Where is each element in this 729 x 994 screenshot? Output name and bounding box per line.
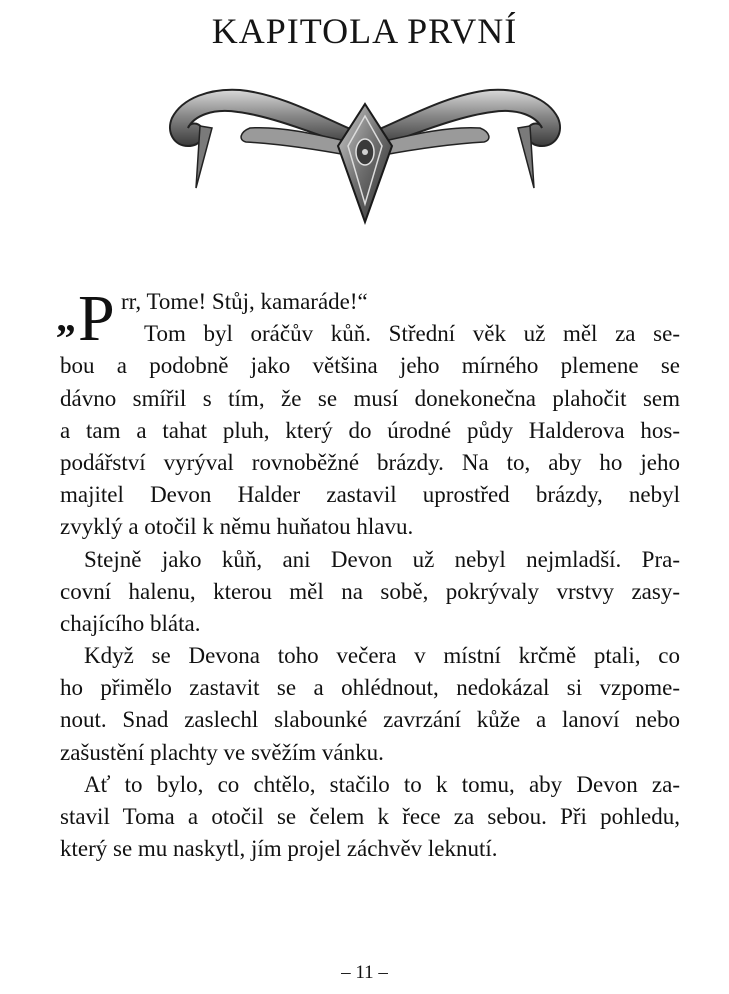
paragraph-3 [60, 640, 680, 769]
chapter-text [56, 282, 680, 865]
text-line: Tom byl oráčův kůň. Střední věk už měl za se- [144, 321, 680, 347]
text-line: bou a podobně jako většina jeho mírného plemene se [60, 353, 680, 379]
chapter-title: KAPITOLA PRVNÍ [211, 11, 518, 51]
paragraph-4 [60, 769, 680, 866]
text-line: ho přimělo zastavit se a ohlédnout, nedokázal si vzpome- [60, 675, 680, 701]
page-number: – 11 – [341, 962, 388, 983]
text-line: chajícího bláta. [60, 610, 201, 636]
text-line: stavil Toma a otočil se čelem k řece za sebou. Při pohledu, [60, 804, 680, 829]
text-line: podářství vyrýval rovnoběžné brázdy. Na to, aby ho jeho [60, 449, 680, 475]
text-line: covní halenu, kterou měl na sobě, pokrývaly vrstvy zasy- [60, 578, 680, 604]
text-line: nout. Snad zaslechl slabounké zavrzání kůže a lanoví nebo [60, 707, 680, 733]
text-line: zašustění plachty ve svěžím vánku. [60, 739, 384, 765]
text-line: Ať to bylo, co chtělo, stačilo to k tomu, aby Devon za- [84, 771, 680, 797]
text-line: který se mu naskytl, jím projel záchvěv leknutí. [60, 836, 498, 862]
text-line: majitel Devon Halder zastavil uprostřed brázdy, nebyl [60, 482, 680, 508]
text-line: Stejně jako kůň, ani Devon už nebyl nejmladší. Pra- [84, 546, 680, 572]
paragraph-1 [60, 318, 680, 543]
text-line: zvyklý a otočil k němu huňatou hlavu. [60, 514, 414, 540]
opening-quote-mark: „ [56, 295, 76, 340]
text-line: Když se Devona toho večera v místní krčmě ptali, co [84, 643, 680, 669]
opening-line-text: rr, Tome! Stůj, kamaráde!“ [121, 289, 368, 314]
drop-cap: P [78, 282, 115, 355]
text-line: a tam a tahat pluh, který do úrodné půdy Halderova hos- [60, 417, 680, 443]
paragraph-2 [60, 544, 680, 641]
winged-gem-ornament-icon [160, 76, 570, 226]
text-line: dávno smířil s tím, že se musí donekonečna plahočit sem [60, 385, 680, 411]
